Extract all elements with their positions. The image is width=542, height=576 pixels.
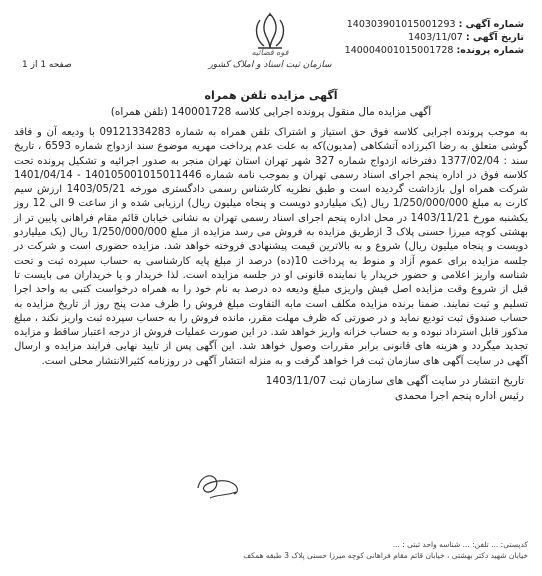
ad-date-label: تاریخ آگهی : bbox=[465, 32, 524, 43]
signature-icon bbox=[190, 458, 250, 508]
ad-number-line bbox=[345, 18, 524, 31]
notice-subtitle: آگهی مزایده مال منقول پرونده اجرایی کلاسه 140001728 (تلفن همراه) bbox=[110, 106, 432, 118]
notice-title: آگهی مزایده تلفن همراه bbox=[204, 89, 338, 102]
ad-number: 140303901015001293 bbox=[346, 19, 456, 30]
file-number-label: شماره پرونده: bbox=[456, 45, 524, 56]
judiciary-label: قوه قضائیه bbox=[251, 48, 289, 57]
publish-date: تاریخ انتشار در سایت آگهی های سازمان ثبت 1403/11/07 bbox=[265, 375, 524, 387]
file-number: 140004001015001728 bbox=[344, 45, 454, 56]
office-codes: کدپستی: ... تلفن: ... شناسه واحد ثبتی : ... bbox=[392, 540, 528, 549]
office-head: رئیس اداره پنجم اجرا محمدی bbox=[394, 390, 524, 402]
notice-body bbox=[14, 126, 528, 369]
page-count: صفحه 1 از 1 bbox=[22, 60, 72, 70]
notice-meta bbox=[345, 18, 524, 57]
ad-number-label: شماره آگهی : bbox=[458, 19, 524, 30]
file-number-line bbox=[345, 44, 524, 57]
office-address: خیابان شهید دکتر بهشتی ، خیابان قائم مقام فراهانی کوچه میرزا حسنی پلاک 3 طبقه همکف bbox=[243, 551, 528, 560]
notice-body-paragraph: به موجب پرونده اجرایی کلاسه فوق حق استیاز و اشتراک تلفن همراه به شماره 09121334283 با ودیعه آن و فاقد گوشی متعلق به رضا اکبرزاده آتشکاهی (مدیون)که به علت عدم پرداخت مهریه موضوع سند ازدواج شماره 6593 ، تاریخ سند : 1377/02/04 دفترخانه ازدواج شماره 327 شهر تهران استان تهران منجر به صدور اجرائیه و تشکیل پرونده تحت کلاسه فوق در اداره پنجم اجرای اسناد رسمی تهران و بموجب نامه شماره 140105001015011446 - 1401/04/14 شرکت همراه اول بازداشت گردیده است و طبق نظریه کارشناس رسمی دادگستری مورخه 1403/05/21 ارزش سیم کارت به مبلغ 1/250/000/000 ریال (یک میلیاردو دویست و پنجاه میلیون ریال) ارزیابی شده و از ساعت 9 الی 12 روز یکشنبه مورخ 1403/11/21 در محل اداره پنجم اجرای اسناد رسمی تهران به نشانی خیابان قائم مقام فراهانی پایین تر از بهشتی کوچه میرزا حسنی پلاک 3 ازطریق مزایده به فروش می رسد مزایده از مبلغ 1/250/000/000 ریال (یک میلیاردو دویست و پنجاه میلیون ریال) شروع و به بالاترین قیمت پیشنهادی فروخته خواهد شد. مزایده حضوری است و شرکت در جلسه مزایده برای عموم آزاد و منوط به پرداخت 10(ده) درصد از مبلغ پایه کارشناسی به حساب سپرده ثبت و تحت شناسه واریز اعلامی و حضور خریدار یا نماینده قانونی او در جلسه مزایده است. لذا خریدار و یا خریداران می بایست تا قبل از شروع وقت مزایده اصل فیش واریزی مبلغ ودیعه ده درصد به نام خود را به همراه درخواست کتبی به واحد اجرا تسلیم و ثبت نمایند. ضمنا برنده مزایده مکلف است مابه التفاوت مبلغ فروش را ظرف مدت پنج روز از تاریخ مزایده به حساب صندوق ثبت تودیع نماید و در صورتی که ظرف مهلت مقرر، مانده فروش را به حساب سپرده ثبت واریز نکند ، مبلغ مذکور قابل استرداد نبوده و به حساب خزانه واریز خواهد شد. در این صورت عملیات فروش از درجه اعتبار ساقط و مزایده تجدید میگردد و هزینه های قانونی برابر مقررات وصول خواهد شد. این آگهی پس از تایید نهایی فرایند مزایده و ارسال آگهی در سایت آگهی های سازمان ثبت فرا خواهد گرفت و به منزله انتشار آگهی در روزنامه کثیرالانتشار محلی است. bbox=[14, 127, 529, 367]
office-contact bbox=[243, 539, 528, 561]
ad-date: 1403/11/07 bbox=[408, 32, 463, 43]
ad-date-line bbox=[345, 31, 524, 44]
organization-name: سازمان ثبت اسناد و املاک کشور bbox=[208, 60, 332, 70]
